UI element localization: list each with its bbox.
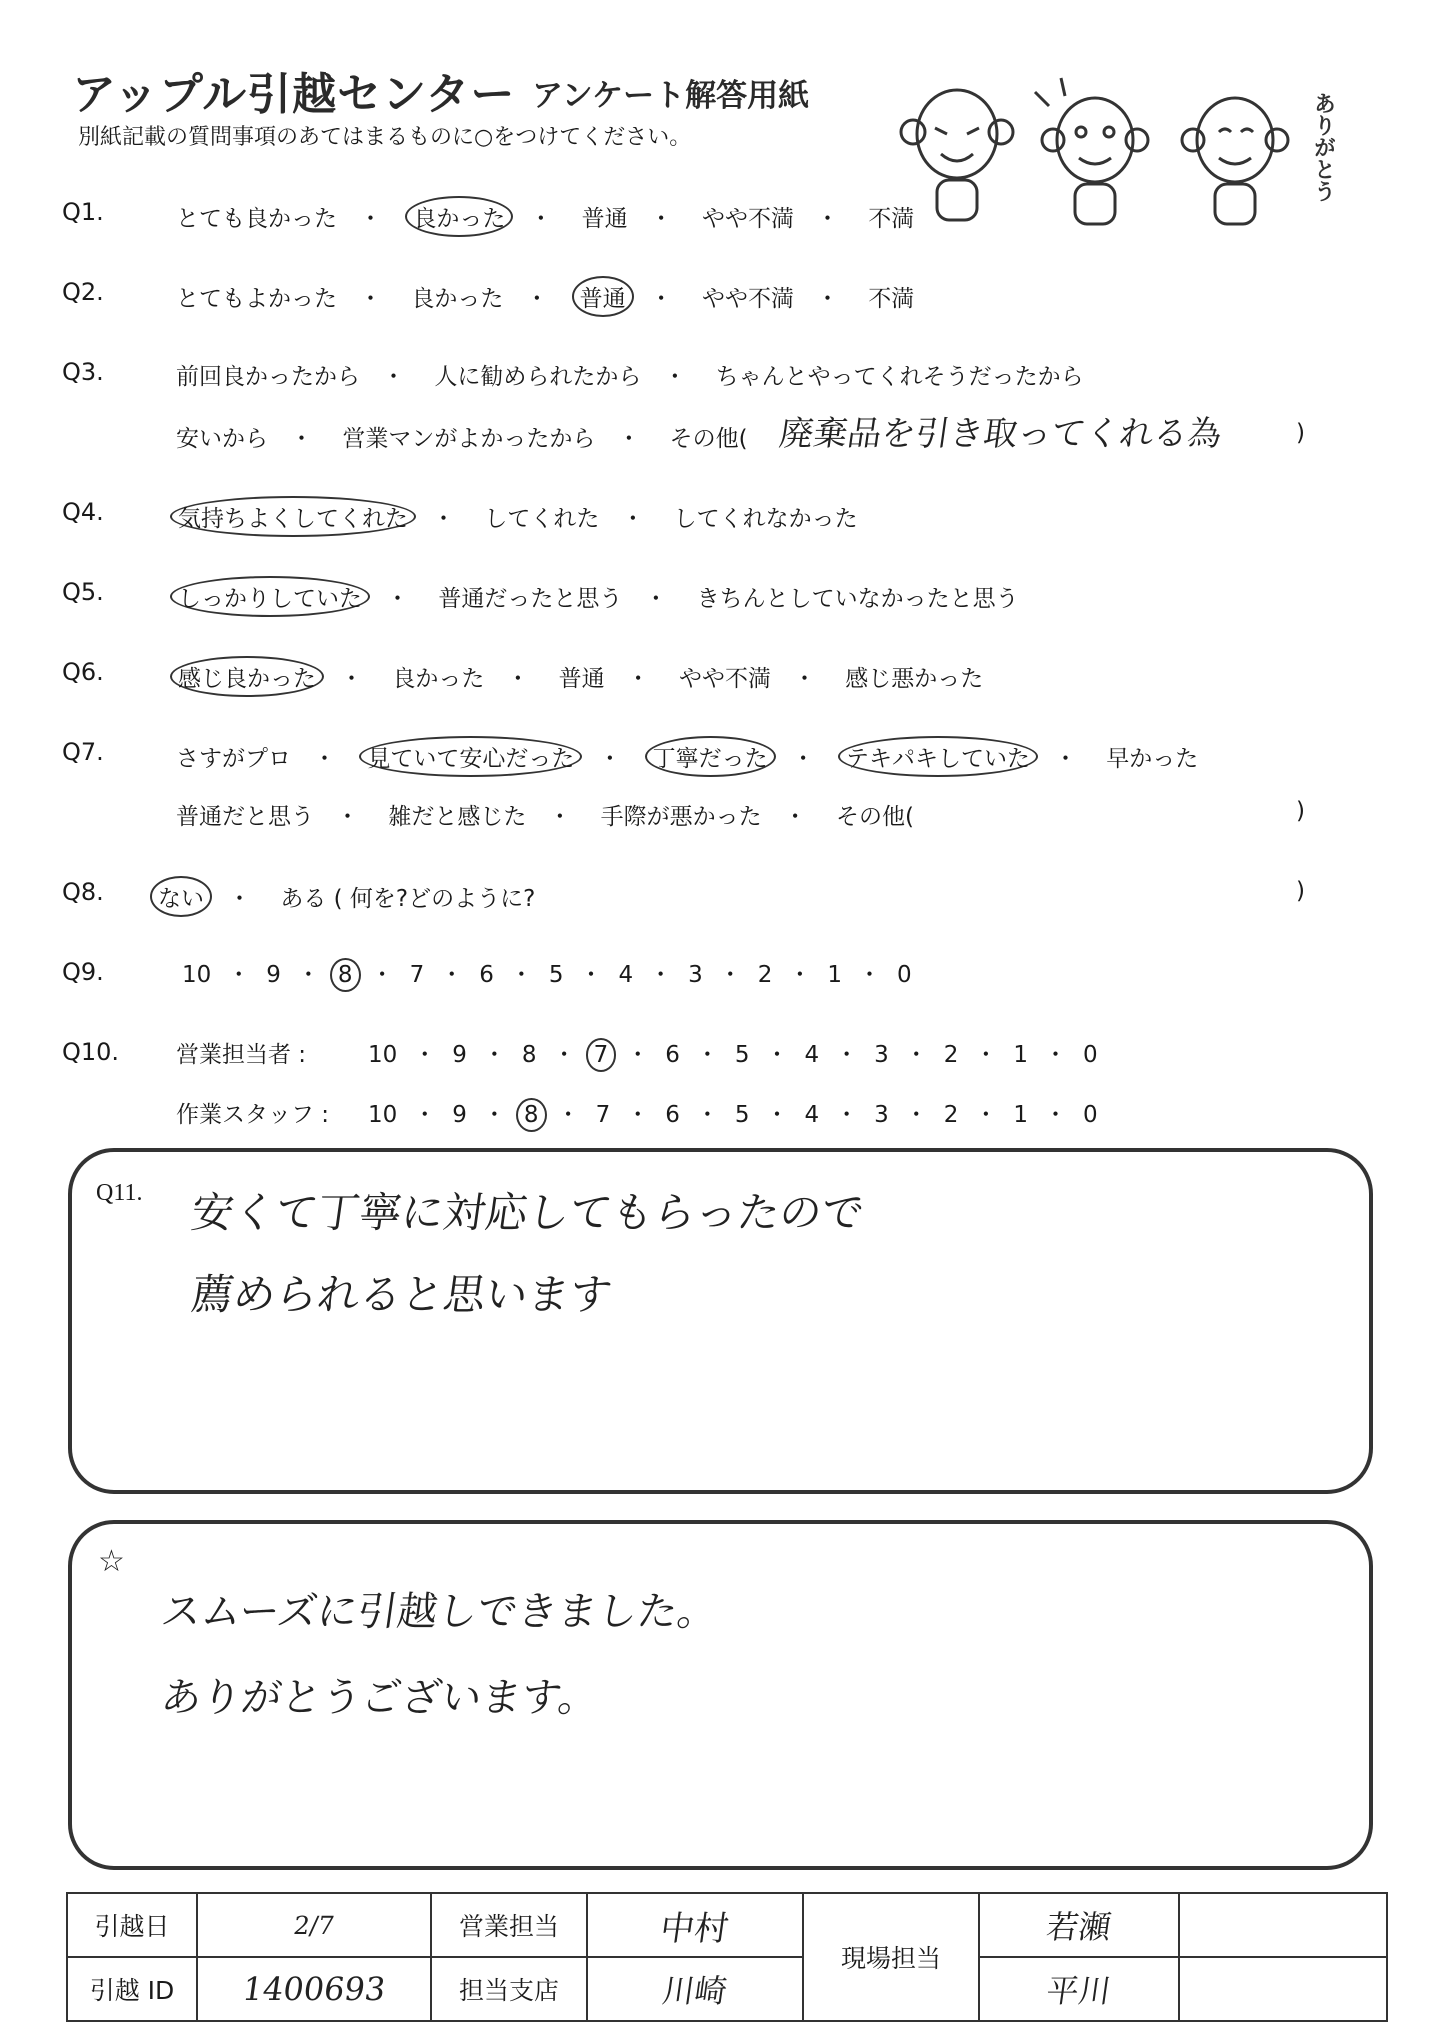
q10-row1-value-1[interactable]: 1: [1013, 1102, 1029, 1128]
monkey-mascot-3-icon: [1182, 98, 1288, 224]
q6-option-3[interactable]: 普通: [558, 666, 605, 692]
q7-number: Q7.: [62, 738, 104, 766]
q10-number: Q10.: [62, 1038, 120, 1066]
q11-handwritten-line-1: 安くて丁寧に対応してもらったので: [188, 1188, 868, 1237]
instruction-text: 別紙記載の質問事項のあてはまるものに○をつけてください。: [78, 125, 692, 150]
q7-closing-paren: ): [1296, 798, 1305, 824]
q10-staff-scale: [362, 1096, 1104, 1132]
q9-number: Q9.: [62, 958, 104, 986]
q9-value-7[interactable]: 7: [409, 962, 425, 988]
q9-value-9[interactable]: 9: [266, 962, 281, 988]
move-date-label: 引越日: [67, 1893, 197, 1957]
q10-row1-value-7[interactable]: 7: [595, 1102, 611, 1128]
q9-separator: ・: [509, 962, 533, 988]
q7-option-8[interactable]: 手際が悪かった: [600, 804, 762, 830]
q10-row1-value-5[interactable]: 5: [734, 1102, 750, 1128]
q1-option-4[interactable]: やや不満: [701, 206, 794, 232]
move-id-label: 引越 ID: [67, 1957, 197, 2021]
q4-option-2[interactable]: してくれた: [484, 506, 600, 532]
q10-row0-separator: ・: [1044, 1042, 1068, 1068]
form-subtitle: アンケート解答用紙: [532, 78, 810, 114]
q10-sales-label: 営業担当者 :: [176, 1042, 307, 1068]
q5-number: Q5.: [62, 578, 104, 606]
q8-number: Q8.: [62, 878, 104, 906]
q1-option-1[interactable]: とても良かった: [176, 206, 337, 232]
q10-row1-value-3[interactable]: 3: [874, 1102, 889, 1128]
q10-row0-separator: ・: [974, 1042, 998, 1068]
q1-options: とても良かった ・ 良かった ・ 普通 ・ やや不満 ・ 不満: [170, 196, 920, 237]
q5-option-2[interactable]: 普通だったと思う: [438, 586, 623, 612]
q9-separator: ・: [858, 962, 882, 988]
q3-number: Q3.: [62, 358, 104, 386]
q9-separator: ・: [718, 962, 742, 988]
q7-option-2-selected[interactable]: 見ていて安心だった: [359, 736, 582, 777]
q8-option-yes[interactable]: ある ( 何を?どのように?: [280, 886, 536, 912]
q10-row1-value-8-selected[interactable]: 8: [516, 1098, 547, 1132]
q9-separator: ・: [788, 962, 812, 988]
q9-separator: ・: [370, 962, 394, 988]
company-title: アップル引越センター: [72, 69, 516, 120]
q10-row0-value-2[interactable]: 2: [943, 1042, 959, 1068]
q10-row0-value-5[interactable]: 5: [734, 1042, 750, 1068]
q3-options-line1: 前回良かったから ・ 人に勧められたから ・ ちゃんとやってくれそうだったから: [170, 356, 1090, 393]
q9-separator: ・: [579, 962, 603, 988]
q10-row1-separator: ・: [835, 1102, 859, 1128]
q10-row1-separator: ・: [974, 1102, 998, 1128]
move-id-value[interactable]: 1400693: [193, 1957, 436, 2021]
site-staff-label: 現場担当: [803, 1893, 979, 2021]
q10-row1-separator: ・: [482, 1102, 506, 1128]
site-staff-value-1[interactable]: 若瀬: [975, 1893, 1184, 1957]
sales-value[interactable]: 中村: [583, 1893, 808, 1957]
q2-option-4[interactable]: やや不満: [701, 286, 794, 312]
q11-label: Q11.: [96, 1180, 143, 1206]
q4-number: Q4.: [62, 498, 104, 526]
q3-option-other[interactable]: その他(: [669, 426, 748, 452]
star-icon: ☆: [98, 1545, 125, 1578]
q10-row0-value-1[interactable]: 1: [1013, 1042, 1029, 1068]
q2-option-5[interactable]: 不満: [868, 286, 915, 312]
q10-row0-separator: ・: [904, 1042, 928, 1068]
q10-row1-separator: ・: [904, 1102, 928, 1128]
q5-option-3[interactable]: きちんとしていなかったと思う: [696, 586, 1019, 612]
q10-row0-separator: ・: [835, 1042, 859, 1068]
q7-option-7[interactable]: 雑だと感じた: [388, 804, 527, 830]
q10-row0-value-8[interactable]: 8: [521, 1042, 537, 1068]
q3-option-4[interactable]: 安いから: [176, 426, 268, 452]
q10-row0-value-9[interactable]: 9: [452, 1042, 467, 1068]
q2-number: Q2.: [62, 278, 104, 306]
q10-sales-scale: [362, 1036, 1104, 1072]
mascot-illustration: [895, 62, 1365, 242]
q1-number: Q1.: [62, 198, 104, 226]
q9-scale: [176, 956, 918, 992]
q3-option-2[interactable]: 人に勧められたから: [434, 364, 642, 390]
mascot-thanks-text: ありがとう: [1310, 92, 1336, 202]
q4-option-1-selected[interactable]: 気持ちよくしてくれた: [170, 496, 416, 537]
q10-row0-separator: ・: [413, 1042, 437, 1068]
q7-option-6[interactable]: 普通だと思う: [176, 804, 314, 830]
q2-options: とてもよかった ・ 良かった ・ 普通 ・ やや不満 ・ 不満: [170, 276, 920, 317]
q7-option-5[interactable]: 早かった: [1106, 746, 1199, 772]
q10-row1-value-9[interactable]: 9: [452, 1102, 467, 1128]
q9-separator: ・: [440, 962, 464, 988]
q9-separator: ・: [649, 962, 673, 988]
q9-separator: ・: [227, 962, 251, 988]
q3-option-1[interactable]: 前回良かったから: [176, 364, 360, 390]
q9-value-2[interactable]: 2: [757, 962, 773, 988]
site-staff-extra-cell-1: [1179, 1893, 1387, 1957]
q10-row1-separator: ・: [1044, 1102, 1068, 1128]
q9-value-6[interactable]: 6: [479, 962, 494, 988]
q10-row0-separator: ・: [695, 1042, 719, 1068]
q10-staff-label: 作業スタッフ :: [176, 1102, 330, 1128]
q7-option-4-selected[interactable]: テキパキしていた: [838, 736, 1038, 777]
q9-value-4[interactable]: 4: [618, 962, 634, 988]
q8-options: ない ・ ある ( 何を?どのように?: [150, 876, 541, 917]
q9-value-8-selected[interactable]: 8: [330, 958, 361, 992]
q10-row1-value-4[interactable]: 4: [804, 1102, 820, 1128]
q10-row0-separator: ・: [552, 1042, 576, 1068]
q6-number: Q6.: [62, 658, 104, 686]
star-handwritten-line-2: ありがとうございます。: [158, 1675, 602, 1721]
q3-option-5[interactable]: 営業マンがよかったから: [342, 426, 596, 452]
branch-value[interactable]: 川崎: [583, 1957, 808, 2021]
q3-option-3[interactable]: ちゃんとやってくれそうだったから: [715, 364, 1084, 390]
q10-row0-value-7-selected[interactable]: 7: [586, 1038, 617, 1072]
site-staff-extra-cell-2: [1179, 1957, 1387, 2021]
q3-closing-paren: ): [1296, 420, 1305, 446]
q2-option-1[interactable]: とてもよかった: [176, 286, 337, 312]
q10-row0-value-3[interactable]: 3: [874, 1042, 889, 1068]
q10-row1-separator: ・: [556, 1102, 580, 1128]
q10-row1-value-2[interactable]: 2: [943, 1102, 959, 1128]
q7-options-line2: 普通だと思う ・ 雑だと感じた ・ 手際が悪かった ・ その他(: [170, 796, 920, 833]
q10-row1-separator: ・: [626, 1102, 650, 1128]
q1-option-3[interactable]: 普通: [581, 206, 628, 232]
q6-option-2[interactable]: 良かった: [392, 666, 485, 692]
q4-option-3[interactable]: してくれなかった: [673, 506, 858, 532]
q11-comment-box[interactable]: [68, 1148, 1373, 1494]
q6-option-4[interactable]: やや不満: [678, 666, 771, 692]
q10-row0-separator: ・: [626, 1042, 650, 1068]
q3-options-line2: 安いから ・ 営業マンがよかったから ・ その他(: [170, 418, 754, 455]
q9-value-10[interactable]: 10: [182, 962, 212, 988]
q10-row1-value-0[interactable]: 0: [1083, 1102, 1098, 1128]
sales-label: 営業担当: [431, 1893, 587, 1957]
q6-options: 感じ良かった ・ 良かった ・ 普通 ・ やや不満 ・ 感じ悪かった: [170, 656, 989, 697]
footer-info-table: [66, 1892, 1388, 2022]
q10-row1-value-6[interactable]: 6: [665, 1102, 680, 1128]
q9-separator: ・: [296, 962, 320, 988]
q3-other-answer-handwritten[interactable]: 廃棄品を引き取ってくれる為: [776, 414, 1225, 454]
q9-value-1[interactable]: 1: [827, 962, 843, 988]
site-staff-value-2[interactable]: 平川: [975, 1957, 1184, 2021]
q11-handwritten-line-2: 薦められると思います: [188, 1270, 616, 1319]
q10-row0-value-0[interactable]: 0: [1083, 1042, 1098, 1068]
star-comment-box[interactable]: [68, 1520, 1373, 1870]
star-handwritten-line-1: スムーズに引越しできました。: [158, 1589, 721, 1635]
q7-options-line1: さすがプロ ・ 見ていて安心だった ・ 丁寧だった ・ テキパキしていた ・ 早かった: [170, 736, 1204, 777]
q10-row1-value-10[interactable]: 10: [368, 1102, 398, 1128]
q7-option-1[interactable]: さすがプロ: [176, 746, 291, 772]
q10-row0-value-6[interactable]: 6: [665, 1042, 680, 1068]
move-date-value[interactable]: 2/7: [193, 1893, 436, 1957]
q2-option-2[interactable]: 良かった: [411, 286, 504, 312]
q10-row0-value-4[interactable]: 4: [804, 1042, 820, 1068]
q6-option-5[interactable]: 感じ悪かった: [845, 666, 984, 692]
q10-row1-separator: ・: [695, 1102, 719, 1128]
branch-label: 担当支店: [431, 1957, 587, 2021]
q10-row0-separator: ・: [482, 1042, 506, 1068]
q5-option-1-selected[interactable]: しっかりしていた: [170, 576, 370, 617]
monkey-mascot-2-icon: [1035, 78, 1148, 224]
q2-option-3-selected[interactable]: 普通: [572, 276, 634, 317]
q1-option-5[interactable]: 不満: [868, 206, 915, 232]
q10-row1-separator: ・: [413, 1102, 437, 1128]
q8-option-none-selected[interactable]: ない: [150, 876, 212, 917]
q10-row0-value-10[interactable]: 10: [368, 1042, 398, 1068]
q9-value-3[interactable]: 3: [688, 962, 703, 988]
q7-option-3-selected[interactable]: 丁寧だった: [645, 736, 776, 777]
q10-row1-separator: ・: [765, 1102, 789, 1128]
q6-option-1-selected[interactable]: 感じ良かった: [170, 656, 324, 697]
q8-closing-paren: ): [1296, 878, 1305, 904]
q9-value-5[interactable]: 5: [548, 962, 564, 988]
q4-options: 気持ちよくしてくれた ・ してくれた ・ してくれなかった: [170, 496, 864, 537]
q10-row0-separator: ・: [765, 1042, 789, 1068]
q1-option-2-selected[interactable]: 良かった: [405, 196, 513, 237]
q9-value-0[interactable]: 0: [897, 962, 912, 988]
q7-option-other[interactable]: その他(: [835, 804, 914, 830]
q5-options: しっかりしていた ・ 普通だったと思う ・ きちんとしていなかったと思う: [170, 576, 1025, 617]
